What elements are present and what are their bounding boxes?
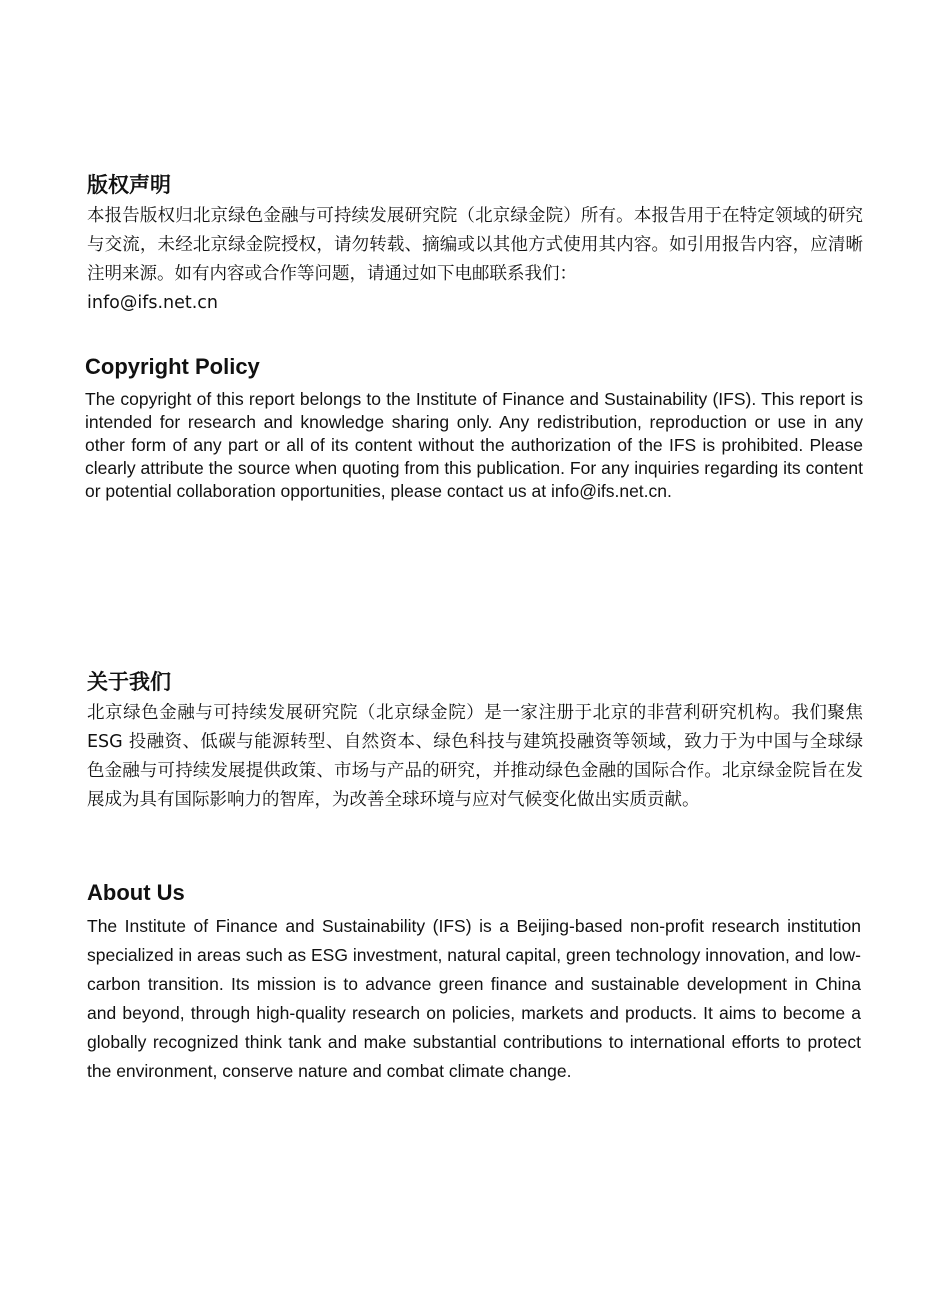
copyright-en-body: The copyright of this report belongs to the Institute of Finance and Sustainability (IFS). This report is intended for research and knowledge sharing only. Any redistribution, reproduction or use in any other form of any part or all of its content without the authorization of the IFS is prohibited. Please clearly attribute the source when quoting from this publication. For any inquiries regarding its content or potential collaboration opportunities, please contact us at info@ifs.net.cn.	[85, 389, 863, 501]
about-en-body: The Institute of Finance and Sustainability (IFS) is a Beijing-based non-profit research institution specialized in areas such as ESG investment, natural capital, green technology innovation, and low-carbon transition. Its mission is to advance green finance and sustainable development in China and beyond, through high-quality research on policies, markets and products. It aims to become a globally recognized think tank and make substantial contributions to international efforts to protect the environment, conserve nature and combat climate change.	[87, 916, 861, 1081]
copyright-en-heading: Copyright Policy	[85, 354, 260, 379]
about-zh-section	[87, 669, 863, 815]
about-en-heading: About Us	[87, 880, 185, 905]
copyright-zh-heading: 版权声明	[87, 173, 171, 197]
about-en-section	[87, 880, 861, 1086]
copyright-en-section	[85, 354, 863, 503]
copyright-zh-body: 本报告版权归北京绿色金融与可持续发展研究院（北京绿金院）所有。本报告用于在特定领域的研究与交流，未经北京绿金院授权，请勿转载、摘编或以其他方式使用其内容。如引用报告内容，应清晰注明来源。如有内容或合作等问题，请通过如下电邮联系我们： info@ifs.net.cn	[87, 206, 863, 313]
about-zh-body: 北京绿色金融与可持续发展研究院（北京绿金院）是一家注册于北京的非营利研究机构。我们聚焦 ESG 投融资、低碳与能源转型、自然资本、绿色科技与建筑投融资等领域，致力于为中国与全球绿色金融与可持续发展提供政策、市场与产品的研究，并推动绿色金融的国际合作。北京绿金院旨在发展成为具有国际影响力的智库，为改善全球环境与应对气候变化做出实质贡献。	[87, 703, 863, 810]
copyright-zh-section	[87, 172, 863, 318]
about-zh-heading: 关于我们	[87, 670, 171, 694]
